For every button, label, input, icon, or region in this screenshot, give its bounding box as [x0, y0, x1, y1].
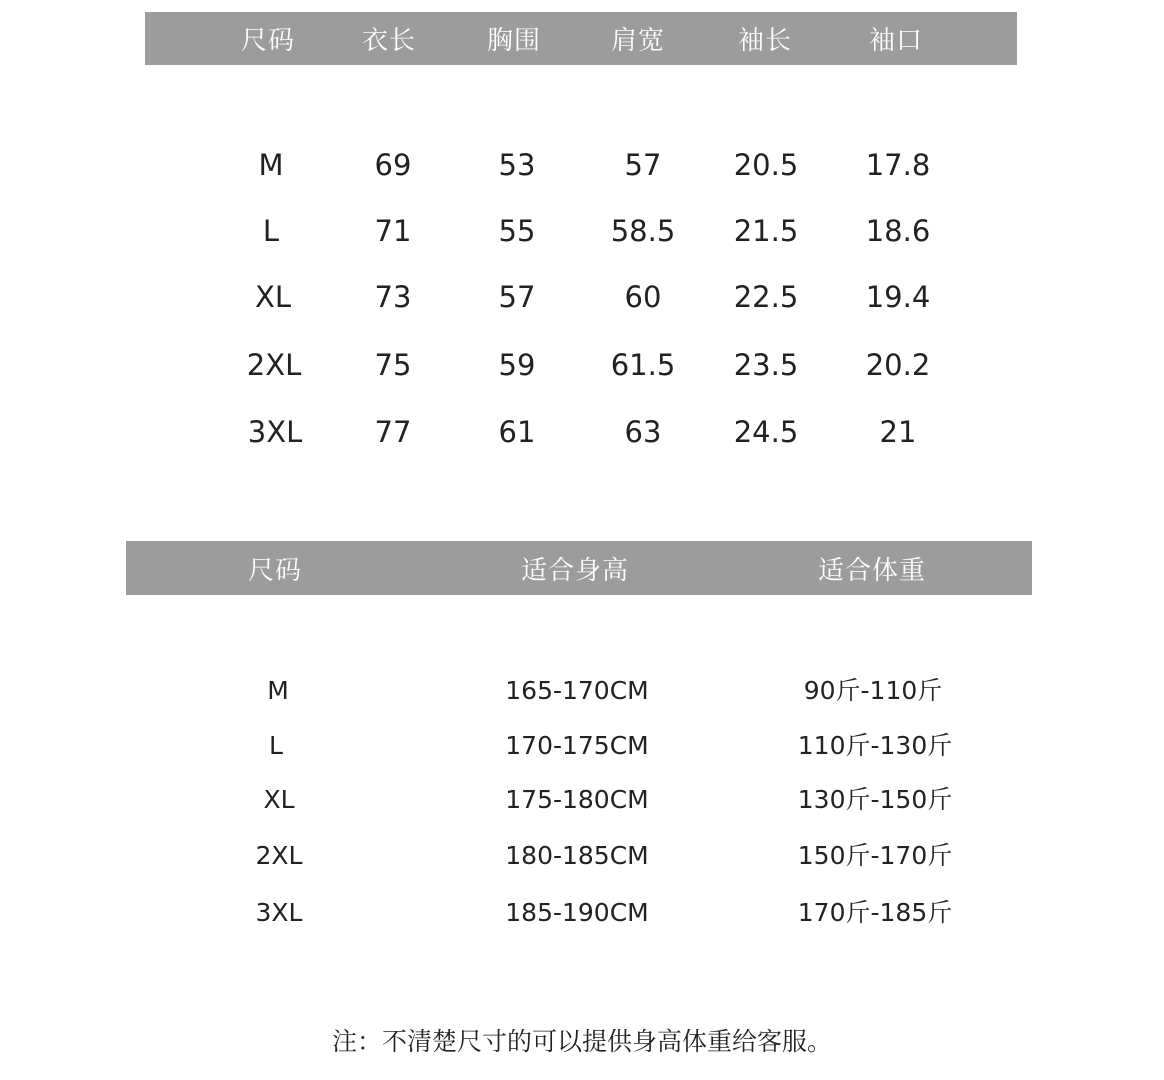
cell-fit-height: 170-175CM	[505, 731, 649, 760]
table-row	[0, 726, 1164, 766]
footnote: 注：不清楚尺寸的可以提供身高体重给客服。	[331, 1027, 832, 1056]
header-cuff: 袖口	[868, 26, 924, 56]
table-row	[0, 893, 1164, 933]
table-row	[0, 780, 1164, 820]
cell-sleeve-length: 21.5	[733, 214, 799, 248]
cell-length: 77	[374, 415, 412, 449]
header-sleeve-length: 袖长	[737, 26, 793, 56]
cell-fit-height: 185-190CM	[505, 898, 649, 927]
cell-fit-height: 165-170CM	[505, 676, 649, 705]
cell-size: 3XL	[255, 898, 303, 927]
cell-shoulder: 58.5	[610, 214, 676, 248]
header-chest: 胸围	[486, 26, 542, 56]
fit-guide-header	[126, 541, 1032, 595]
cell-shoulder: 61.5	[610, 348, 676, 382]
header-length: 衣长	[361, 26, 417, 56]
header-fit-height: 适合身高	[520, 555, 630, 586]
cell-size: XL	[263, 785, 295, 814]
size-chart-header	[145, 12, 1017, 65]
cell-chest: 55	[498, 214, 536, 248]
cell-size: M	[258, 148, 284, 182]
cell-size: L	[269, 731, 283, 760]
cell-size: XL	[254, 280, 292, 314]
cell-size: 2XL	[246, 348, 302, 382]
cell-size: 3XL	[247, 415, 303, 449]
cell-size: L	[262, 214, 280, 248]
cell-shoulder: 63	[624, 415, 662, 449]
cell-sleeve-length: 20.5	[733, 148, 799, 182]
cell-length: 71	[374, 214, 412, 248]
cell-cuff: 21	[879, 415, 917, 449]
table-row	[0, 277, 1164, 317]
table-row	[0, 145, 1164, 185]
header-fit-weight: 适合体重	[817, 555, 927, 586]
cell-shoulder: 57	[624, 148, 662, 182]
cell-length: 75	[374, 348, 412, 382]
cell-fit-weight: 170斤-185斤	[797, 898, 953, 927]
header-shoulder: 肩宽	[610, 26, 666, 56]
table-row	[0, 412, 1164, 452]
cell-sleeve-length: 22.5	[733, 280, 799, 314]
table-row	[0, 345, 1164, 385]
cell-fit-height: 175-180CM	[505, 785, 649, 814]
cell-cuff: 19.4	[865, 280, 931, 314]
cell-cuff: 20.2	[865, 348, 931, 382]
cell-sleeve-length: 23.5	[733, 348, 799, 382]
cell-size: 2XL	[255, 841, 303, 870]
cell-chest: 53	[498, 148, 536, 182]
cell-size: M	[267, 676, 289, 705]
header-size: 尺码	[240, 26, 296, 56]
cell-cuff: 18.6	[865, 214, 931, 248]
cell-chest: 57	[498, 280, 536, 314]
cell-length: 69	[374, 148, 412, 182]
table-row	[0, 671, 1164, 711]
cell-fit-height: 180-185CM	[505, 841, 649, 870]
cell-fit-weight: 90斤-110斤	[803, 676, 943, 705]
header-size: 尺码	[247, 555, 303, 586]
table-row	[0, 836, 1164, 876]
table-row	[0, 211, 1164, 251]
cell-chest: 61	[498, 415, 536, 449]
cell-length: 73	[374, 280, 412, 314]
cell-shoulder: 60	[624, 280, 662, 314]
cell-fit-weight: 150斤-170斤	[797, 841, 953, 870]
cell-fit-weight: 130斤-150斤	[797, 785, 953, 814]
cell-chest: 59	[498, 348, 536, 382]
cell-fit-weight: 110斤-130斤	[797, 731, 953, 760]
cell-cuff: 17.8	[865, 148, 931, 182]
cell-sleeve-length: 24.5	[733, 415, 799, 449]
